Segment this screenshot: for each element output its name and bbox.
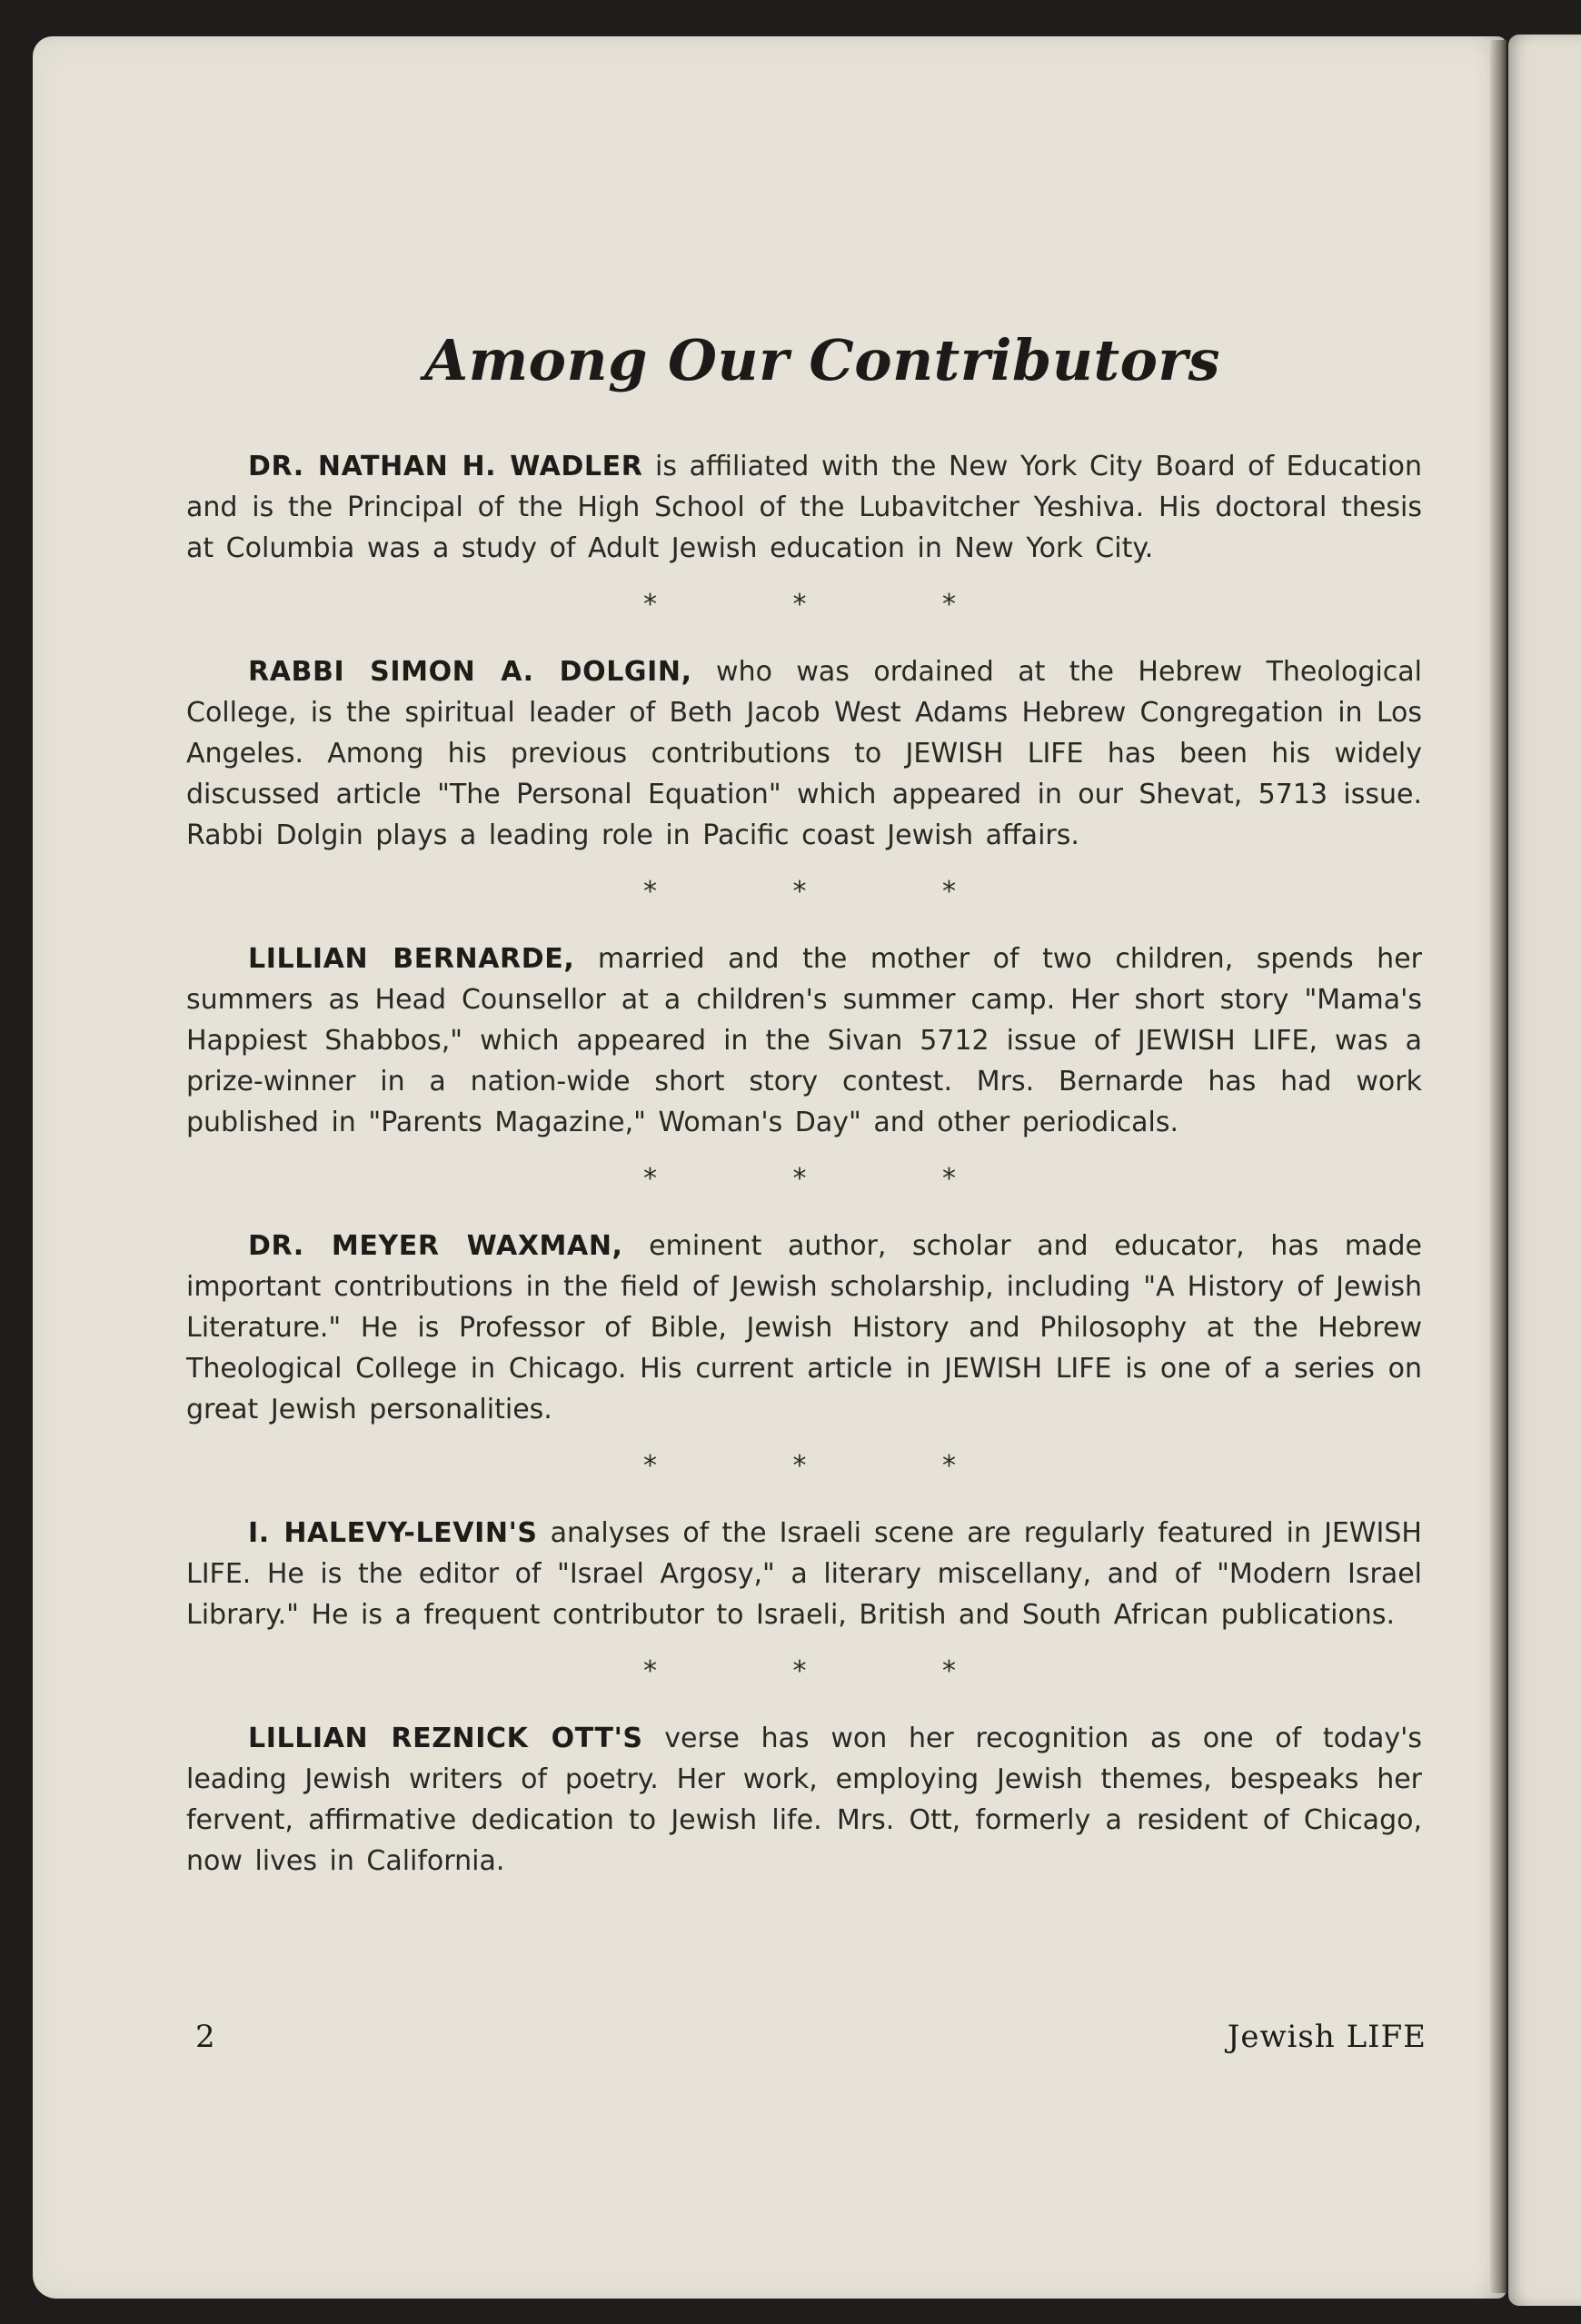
contributor-bio: who was ordained at the Hebrew Theological College, is the spiritual leader of Beth Jacob West Adams Hebrew Congregation in Los Angeles. Among his previous contributions to JEWISH LIFE has been his widely discussed article "The Personal Equation" which appeared in our Shevat, 5713 issue. Rabbi Dolgin plays a leading role in Pacific coast Jewish affairs. [186,656,1422,851]
contributor-bio: verse has won her recognition as one of today's leading Jewish writers of poetry. Her work, employing Jewish themes, bespeaks her fervent, affirmative dedication to Jewish life. Mrs. Ott, formerly a resident of Chicago, now lives in California. [186,1723,1423,1877]
contributor-bio: analyses of the Israeli scene are regularly featured in JEWISH LIFE. He is the editor of "Israel Argosy," a literary miscellany, and of "Modern Israel Library." He is a frequent contributor to Israeli, British and South African publications. [186,1517,1422,1631]
contributor-name: LILLIAN BERNARDE, [248,943,575,975]
section-separator: * * * [642,1655,1020,1687]
section-separator: * * * [642,1163,1020,1195]
contributor-entry [186,651,1422,856]
contributor-name: RABBI SIMON A. DOLGIN, [248,656,692,688]
magazine-name: Jewish LIFE [1227,2019,1427,2055]
contributor-bio: eminent author, scholar and educator, has made important contributions in the field of Jewish scholarship, including "A History of Jewish Literature." He is Professor of Bible, Jewish History and Philosophy at the Hebrew Theological College in Chicago. His current article in JEWISH LIFE is one of a series on great Jewish personalities. [186,1230,1422,1425]
section-separator: * * * [642,1450,1020,1482]
contributor-entry [186,1513,1422,1635]
contributor-bio: is affiliated with the New York City Board of Education and is the Principal of the High School of the Lubavitcher Yeshiva. His doctoral thesis at Columbia was a study of Adult Jewish education in New York City. [186,451,1422,564]
page-spine-shadow [1490,40,1506,2293]
contributor-name: I. HALEVY-LEVIN'S [248,1517,538,1549]
facing-page-edge [1508,35,1581,2306]
contributor-name: LILLIAN REZNICK OTT'S [248,1723,643,1754]
page-title: Among Our Contributors [423,327,1221,393]
contributors-section [186,327,1422,1882]
contributor-entry [186,939,1422,1143]
contributor-bio: married and the mother of two children, spends her summers as Head Counsellor at a children's summer camp. Her short story "Mama's Happiest Shabbos," which appeared in the Sivan 5712 issue of JEWISH LIFE, was a prize-winner in a nation-wide short story contest. Mrs. Bernarde has had work published in "Parents Magazine," Woman's Day" and other periodicals. [186,943,1422,1138]
section-separator: * * * [642,589,1020,621]
contributor-name: DR. NATHAN H. WADLER [248,451,643,482]
section-separator: * * * [642,876,1020,908]
contributor-entry [186,446,1422,569]
contributor-entry [186,1226,1422,1430]
contributor-name: DR. MEYER WAXMAN, [248,1230,623,1262]
contributor-entry [186,1718,1422,1882]
page-number: 2 [195,2019,215,2055]
